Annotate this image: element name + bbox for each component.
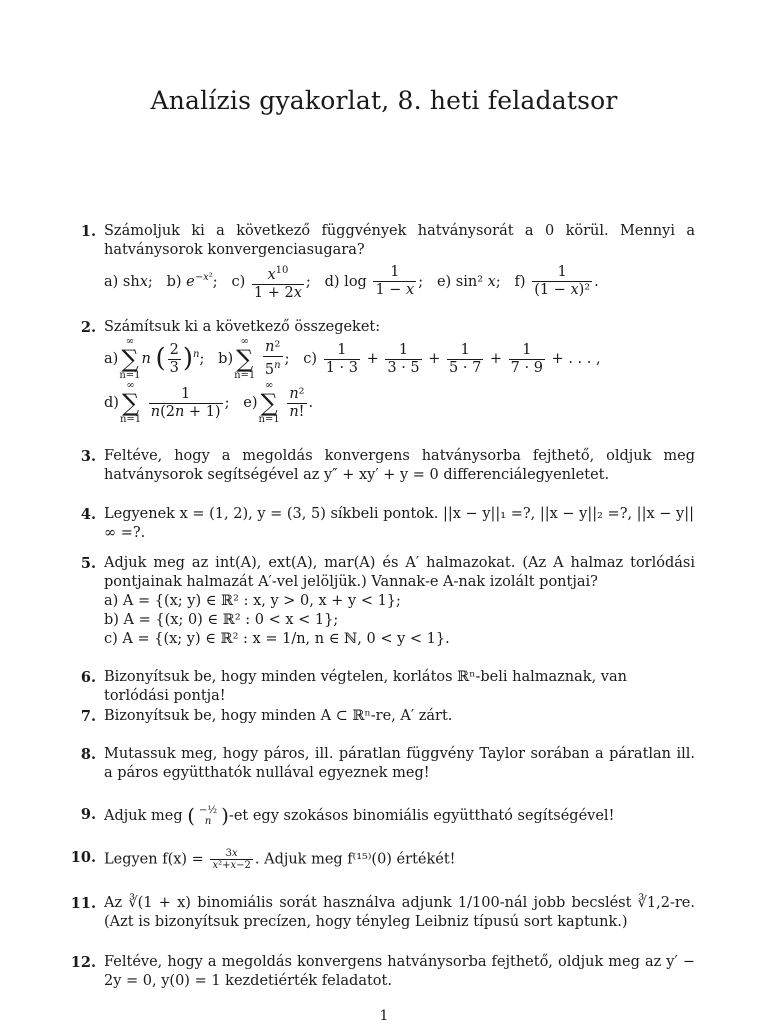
problem-2-formulas-a: a) ∞ ∑ n=1 n ( $\frac{2}{3}$ )$^n$; b) ∞ ∑ n=1 $\frac{\text{n²}}{5^n}$ ; c) $\frac{1}{1 \cdot 3}$ + $\frac{1}{3 \cdot 5}$ + $\frac{1}{5 \cdot 7}$ + $\frac{1}{7 \cdot 9}$ + . . . , <box>104 336 601 381</box>
problem-number: 11. <box>70 895 96 912</box>
problem-text: Adjuk meg az int(A), ext(A), mar(A) és A′ halmazokat. (Az A halmaz torlódási pontjainak halmazát A′-vel jelöljük.) Vannak-e A-nak izolált pontjai? <box>104 555 695 590</box>
problem-number: 8. <box>80 746 96 763</box>
problem-text: Számítsuk ki a következő összegeket: <box>104 319 381 335</box>
problem-number: 7. <box>80 708 96 725</box>
problem-text: Az ∛(1 + x) binomiális sorát használva adjunk 1/100-nál jobb becslést ∛1,2-re. (Azt is bizonyítsuk precízen, hogy tényleg Leibniz típusú sort kaptunk.) <box>104 895 695 930</box>
problem-text: Bizonyítsuk be, hogy minden végtelen, korlátos ℝⁿ-beli halmaznak, van torlódási pontja! <box>104 669 627 704</box>
function-fraction: $\frac{3x}{\text{x²+x−2}}$ <box>212 848 251 871</box>
problem-number: 2. <box>80 319 96 336</box>
problem-number: 10. <box>70 849 96 866</box>
problem-text: Feltéve, hogy a megoldás konvergens hatványsorba fejthető, oldjuk meg az y′ − 2y = 0, y(0) = 1 kezdetiérték feladatot. <box>104 954 695 989</box>
problem-number: 4. <box>80 506 96 523</box>
page-number: 1 <box>379 1008 389 1024</box>
problem-5-item-c: c) A = {(x; y) ∈ ℝ² : x = 1/n, n ∈ ℕ, 0 < y < 1}. <box>104 631 450 647</box>
page-title: Analízis gyakorlat, 8. heti feladatsor <box>150 86 618 115</box>
problem-text: Mutassuk meg, hogy páros, ill. páratlan függvény Taylor sorában a páratlan ill. a páros együtthatók nullával egyeznek meg! <box>104 746 695 781</box>
problem-text: Legyenek x = (1, 2), y = (3, 5) síkbeli pontok. ||x − y||₁ =?, ||x − y||₂ =?, ||x − y||∞ =?. <box>104 506 694 541</box>
problem-10 <box>70 848 695 871</box>
problem-4 <box>70 505 695 543</box>
problem-7 <box>70 707 695 726</box>
problem-1 <box>70 222 695 302</box>
problem-5 <box>70 554 695 649</box>
problem-text: Feltéve, hogy a megoldás konvergens hatványsorba fejthető, oldjuk meg hatványsorok segítségével az y″ + xy′ + y = 0 differenciálegyenletet. <box>104 448 695 483</box>
problem-number: 5. <box>80 555 96 572</box>
problem-6 <box>70 668 695 706</box>
problem-text: . Adjuk meg f⁽¹⁵⁾(0) értékét! <box>254 851 456 868</box>
problem-5-item-b: b) A = {(x; 0) ∈ ℝ² : 0 < x < 1}; <box>104 612 339 628</box>
problem-prefix: Legyen f(x) = <box>104 851 204 868</box>
problem-2-formulas-d: d) ∞ ∑ n=1 $\frac{1}{n(2n + 1)}$ ; e) ∞ ∑ n=1 $\frac{\text{n²}}{n!}$ . <box>104 380 314 425</box>
problem-9 <box>70 805 695 827</box>
problem-11 <box>70 894 695 932</box>
problem-1-formulas: a) shx; b) $e^{-x^2}$; c) $\frac{x^{10}}{1 + 2x}$ ; d) log $\frac{1}{1 - x}$ ; e) sin² x; f) $\frac{1}{\text{(1 − x)²}}$ . <box>104 262 695 302</box>
problem-8 <box>70 745 695 783</box>
problem-number: 9. <box>80 806 96 823</box>
problem-number: 1. <box>80 223 96 240</box>
problem-text: Bizonyítsuk be, hogy minden A ⊂ ℝⁿ-re, A′ zárt. <box>104 708 453 724</box>
problem-12 <box>70 953 695 991</box>
problem-text: -et egy szokásos binomiális együttható segítségével! <box>228 808 615 824</box>
problem-prefix: Adjuk meg <box>104 808 183 824</box>
binomial-coefficient: ( −½ n ) <box>187 803 229 828</box>
problem-number: 12. <box>70 954 96 971</box>
problem-2 <box>70 318 695 425</box>
problem-3 <box>70 447 695 485</box>
problem-5-item-a: a) A = {(x; y) ∈ ℝ² : x, y > 0, x + y < 1}; <box>104 593 401 609</box>
problem-number: 3. <box>80 448 96 465</box>
problem-number: 6. <box>80 669 96 686</box>
problem-text: Számoljuk ki a következő függvények hatványsorát a 0 körül. Mennyi a hatványsorok konvergenciasugara? <box>104 223 695 258</box>
